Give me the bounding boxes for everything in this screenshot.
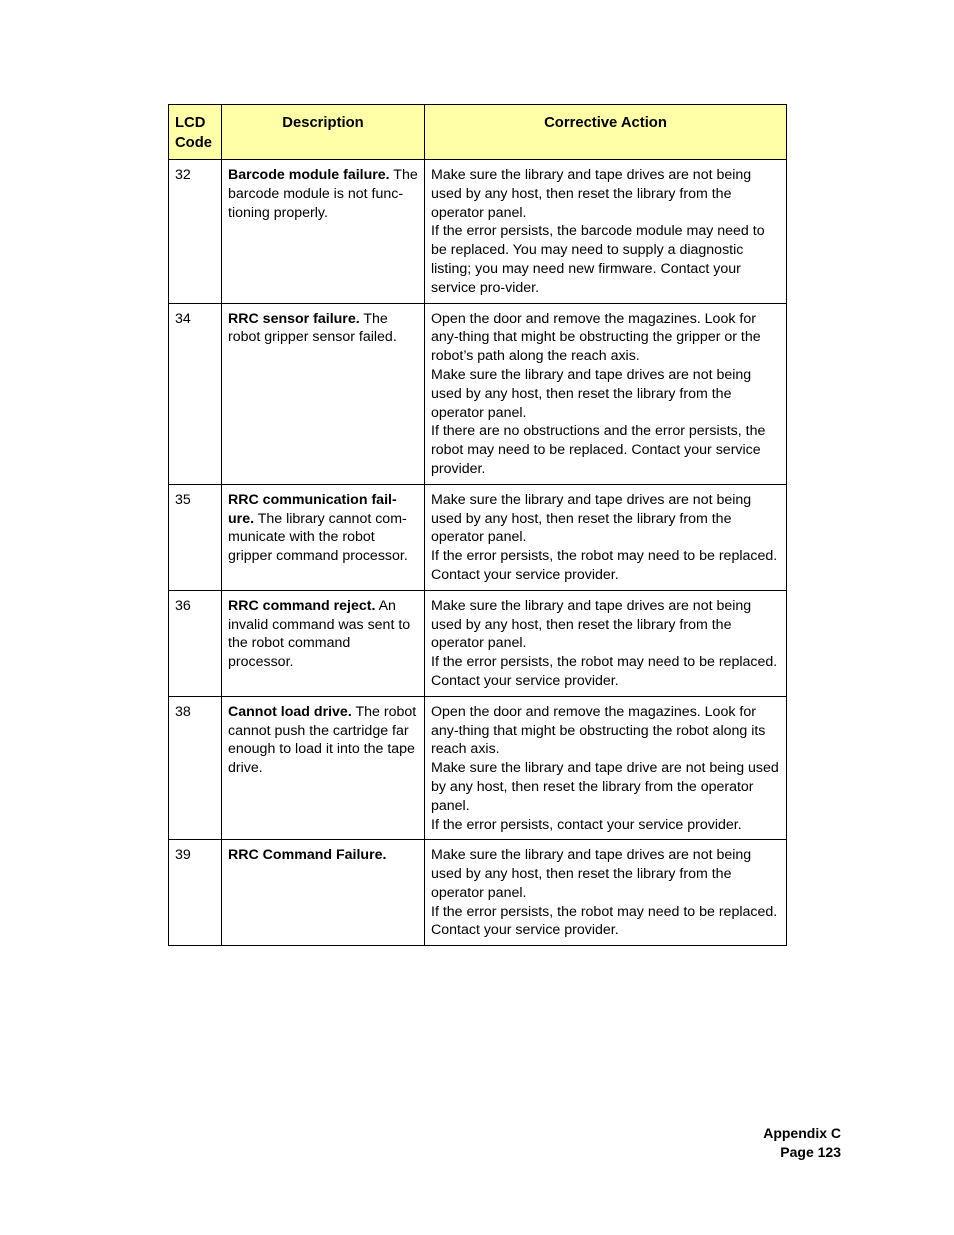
error-description: An invalid command was sent to the robot command processor. (228, 597, 411, 671)
action-paragraph: If the error persists, the robot may need to be replaced. Contact your service provider. (431, 903, 778, 939)
lcd-code-cell: 38 (169, 696, 222, 840)
error-title: RRC communication fail-ure. (228, 491, 397, 527)
action-paragraph: If the error persists, the robot may need to be replaced. Contact your service provider. (431, 548, 778, 583)
corrective-action-cell (425, 696, 787, 840)
appendix-label: Appendix C (763, 1125, 841, 1141)
error-title: Barcode module failure. (228, 167, 390, 183)
corrective-action-cell (425, 590, 787, 696)
error-title: RRC sensor failure. (228, 310, 360, 327)
table-row (169, 303, 787, 484)
action-paragraph: If the error persists, contact your service provider. (431, 816, 742, 833)
error-description: The robot cannot push the cartridge far enough to load it into the tape drive. (228, 703, 417, 777)
corrective-action-cell (425, 484, 787, 590)
error-description: The robot gripper sensor failed. (228, 310, 397, 346)
description-cell (222, 590, 425, 696)
lcd-header-line1: LCD (175, 115, 206, 131)
action-paragraph: Make sure the library and tape drives are not being used by any host, then reset the library from the operator panel. (431, 366, 752, 421)
lcd-code-cell: 36 (169, 590, 222, 696)
corrective-action-cell (425, 303, 787, 484)
corrective-action-header: Corrective Action (425, 105, 787, 160)
description-cell (222, 484, 425, 590)
description-cell (222, 160, 425, 304)
error-code-table (168, 104, 787, 946)
action-paragraph: Make sure the library and tape drives are not being used by any host, then reset the library from the operator panel. (431, 167, 752, 221)
action-paragraph: Open the door and remove the magazines. Look for any-thing that might be obstructing the robot along its reach axis. (431, 703, 766, 758)
error-title: RRC Command Failure. (228, 847, 387, 864)
error-description: The barcode module is not func-tioning properly. (228, 167, 418, 221)
description-cell (222, 840, 425, 946)
table-row (169, 160, 787, 304)
lcd-header-line2: Code (175, 135, 212, 151)
action-paragraph: If the error persists, the robot may need to be replaced. Contact your service provider. (431, 654, 778, 689)
page-number: Page 123 (780, 1143, 841, 1160)
table-row (169, 696, 787, 840)
description-cell (222, 696, 425, 840)
action-paragraph: Make sure the library and tape drives are not being used by any host, then reset the library from the operator panel. (431, 597, 752, 652)
action-paragraph: Open the door and remove the magazines. Look for any-thing that might be obstructing the gripper or the robot’s path along the reach axis. (431, 310, 761, 365)
action-paragraph: Make sure the library and tape drives are not being used by any host, then reset the library from the operator panel. (431, 491, 752, 546)
error-title: Cannot load drive. (228, 703, 352, 720)
page-footer (763, 1124, 841, 1161)
lcd-code-cell: 35 (169, 484, 222, 590)
error-description: The library cannot com-municate with the robot gripper command processor. (228, 510, 408, 565)
lcd-code-cell: 32 (169, 160, 222, 304)
action-paragraph: If there are no obstructions and the error persists, the robot may need to be replaced. Contact your service provider. (431, 423, 766, 477)
error-title: RRC command reject. (228, 597, 376, 614)
action-paragraph: Make sure the library and tape drive are not being used by any host, then reset the library from the operator panel. (431, 760, 779, 814)
table-header-row (169, 105, 787, 160)
lcd-code-cell: 39 (169, 840, 222, 946)
table-row (169, 484, 787, 590)
lcd-code-header (169, 105, 222, 160)
lcd-code-cell: 34 (169, 303, 222, 484)
description-cell (222, 303, 425, 484)
description-header: Description (222, 105, 425, 160)
corrective-action-cell (425, 840, 787, 946)
action-paragraph: If the error persists, the barcode module may need to be replaced. You may need to supply a diagnostic listing; you may need new firmware. Contact your service pro-vider. (431, 223, 765, 296)
table-row (169, 840, 787, 946)
table-row (169, 590, 787, 696)
action-paragraph: Make sure the library and tape drives are not being used by any host, then reset the library from the operator panel. (431, 847, 752, 901)
corrective-action-cell (425, 160, 787, 304)
